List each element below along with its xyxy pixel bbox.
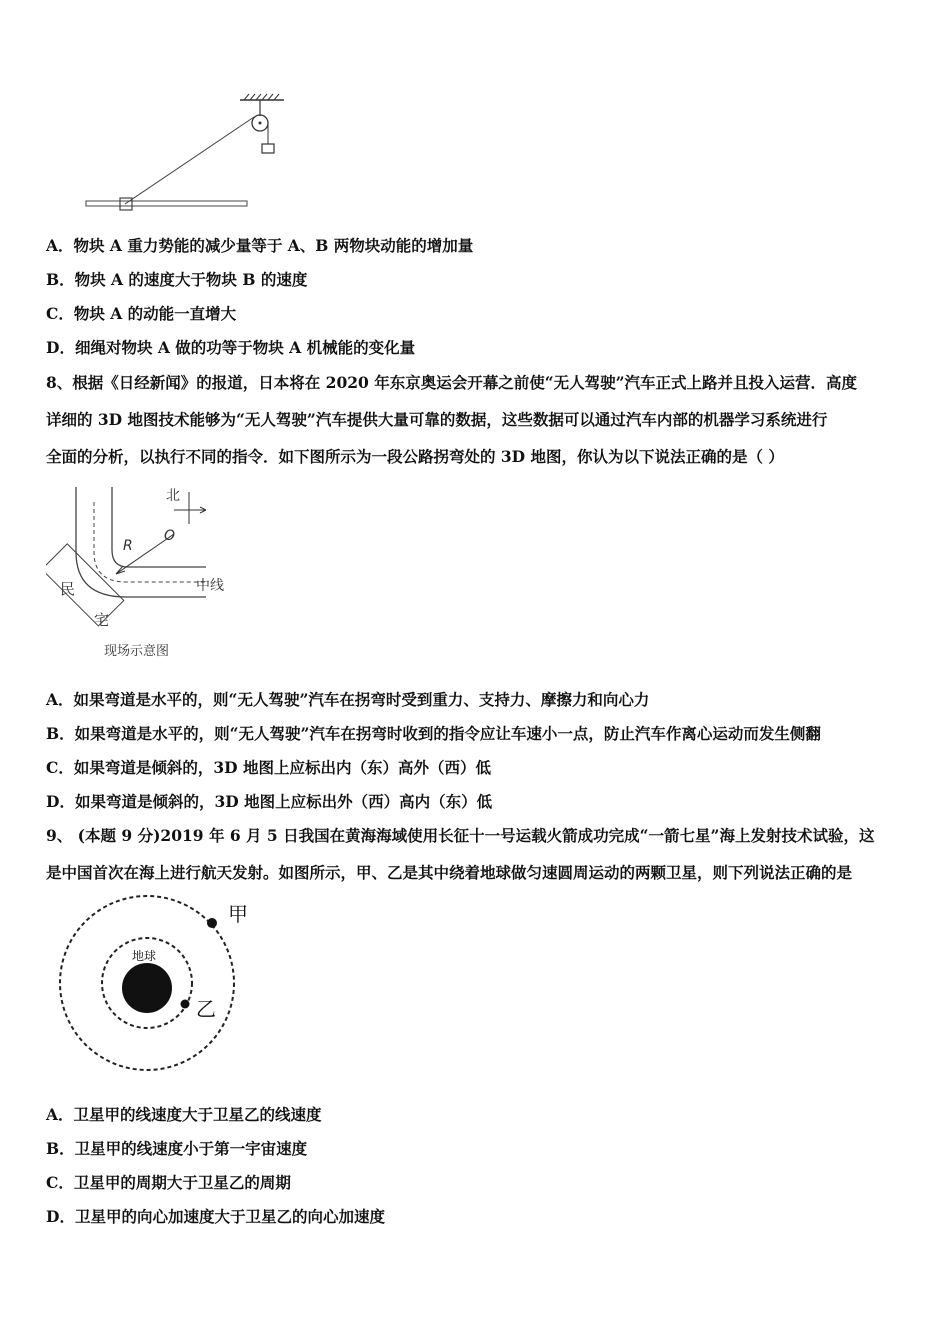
road-curve-diagram (46, 482, 236, 662)
satellite-orbit-diagram (50, 895, 260, 1075)
pulley-diagram (80, 92, 290, 217)
radius-label: R (123, 538, 133, 554)
q9-option-b: B．卫星甲的线速度小于第一宇宙速度 (46, 1139, 308, 1158)
satellite-b-label: 乙 (196, 997, 216, 1021)
q7-option-a: A．物块 A 重力势能的减少量等于 A、B 两物块动能的增加量 (46, 236, 474, 255)
satellite-a-label: 甲 (228, 902, 248, 926)
q9-option-d: D．卫星甲的向心加速度大于卫星乙的向心加速度 (46, 1207, 385, 1226)
q8-option-c: C．如果弯道是倾斜的，3D 地图上应标出内（东）高外（西）低 (46, 758, 491, 777)
q9-stem-line-2: 是中国首次在海上进行航天发射。如图所示，甲、乙是其中绕着地球做匀速圆周运动的两颗卫星，则下列说法正确的是 (46, 863, 853, 882)
q9-option-c: C．卫星甲的周期大于卫星乙的周期 (46, 1173, 291, 1192)
north-label: 北 (166, 488, 180, 504)
q8-stem-line-1: 8、根据《日经新闻》的报道，日本将在 2020 年东京奥运会开幕之前使“无人驾驶”汽车正式上路并且投入运营．高度 (46, 373, 858, 392)
q9-stem-line-1: 9、 (本题 9 分)2019 年 6 月 5 日我国在黄海海域使用长征十一号运载火箭成功完成“一箭七星”海上发射技术试验，这 (46, 826, 875, 845)
q8-option-a: A．如果弯道是水平的，则“无人驾驶”汽车在拐弯时受到重力、支持力、摩擦力和向心力 (46, 690, 650, 709)
q7-option-c: C．物块 A 的动能一直增大 (46, 304, 237, 323)
earth-label: 地球 (132, 949, 157, 963)
figure-caption: 现场示意图 (104, 644, 170, 659)
q8-stem-line-3: 全面的分析，以执行不同的指令．如下图所示为一段公路拐弯处的 3D 地图，你认为以下说法正确的是（ ） (46, 447, 784, 466)
q7-option-d: D．细绳对物块 A 做的功等于物块 A 机械能的变化量 (46, 338, 416, 357)
center-label: O (164, 528, 176, 544)
house-label-1: 民 (60, 580, 76, 598)
q7-option-b: B．物块 A 的速度大于物块 B 的速度 (46, 270, 308, 289)
q8-option-d: D．如果弯道是倾斜的，3D 地图上应标出外（西）高内（东）低 (46, 792, 493, 811)
centerline-label: 中线 (196, 578, 224, 594)
house-label-2: 宅 (94, 611, 110, 629)
q8-stem-line-2: 详细的 3D 地图技术能够为“无人驾驶”汽车提供大量可靠的数据，这些数据可以通过汽车内部的机器学习系统进行 (46, 410, 828, 429)
q8-option-b: B．如果弯道是水平的，则“无人驾驶”汽车在拐弯时收到的指令应让车速小一点，防止汽车作离心运动而发生侧翻 (46, 724, 821, 743)
q9-option-a: A．卫星甲的线速度大于卫星乙的线速度 (46, 1105, 322, 1124)
